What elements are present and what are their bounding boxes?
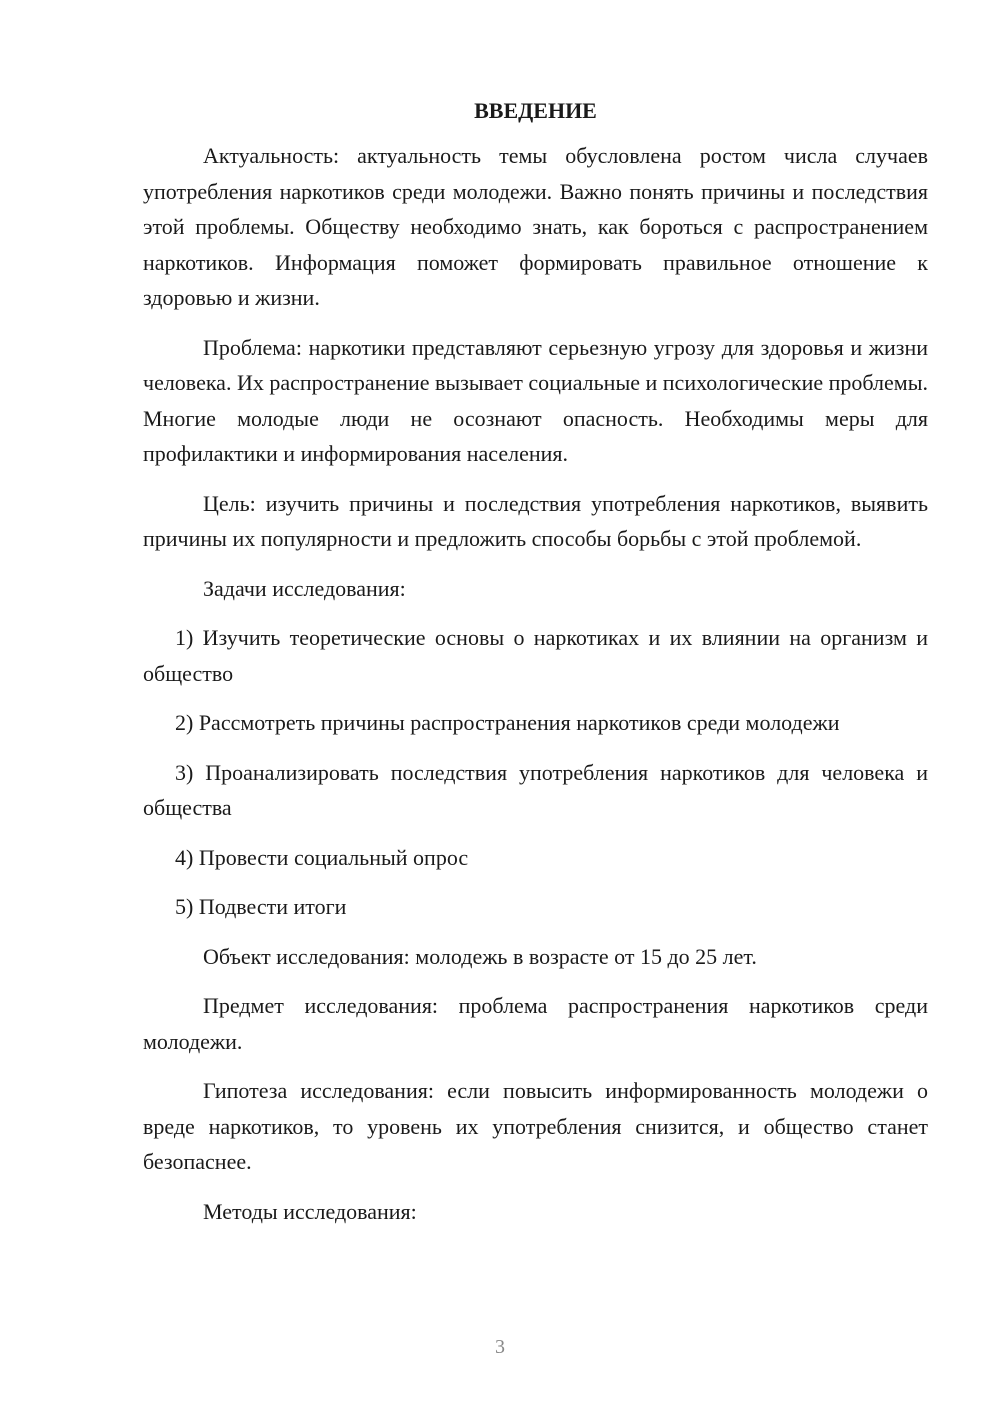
task-item: 1) Изучить теоретические основы о наркотиках и их влиянии на организм и общество bbox=[143, 625, 928, 686]
task-item: 4) Провести социальный опрос bbox=[175, 844, 469, 870]
paragraph-goal: Цель: изучить причины и последствия употребления наркотиков, выявить причины их популярности и предложить способы борьбы с этой проблемой. bbox=[143, 490, 928, 551]
task-item: 3) Проанализировать последствия употребления наркотиков для человека и общества bbox=[143, 759, 928, 820]
paragraph-relevance: Актуальность: актуальность темы обусловлена ростом числа случаев употребления наркотиков среди молодежи. Важно понять причины и последствия этой проблемы. Обществу необходимо знать, как бороться с распространением наркотиков. Информация поможет формировать правильное отношение к здоровью и жизни. bbox=[143, 143, 928, 310]
task-item: 5) Подвести итоги bbox=[175, 894, 347, 919]
paragraph-subject: Предмет исследования: проблема распространения наркотиков среди молодежи. bbox=[143, 993, 928, 1054]
paragraph-problem: Проблема: наркотики представляют серьезную угрозу для здоровья и жизни человека. Их распространение вызывает социальные и психологические проблемы. Многие молодые люди не осознают опасность. Необходимы меры для профилактики и информирования населения. bbox=[143, 334, 928, 466]
methods-heading: Методы исследования: bbox=[203, 1198, 417, 1224]
task-item: 2) Рассмотреть причины распространения наркотиков среди молодежи bbox=[175, 710, 840, 735]
page-content bbox=[143, 96, 928, 1243]
paragraph-object: Объект исследования: молодежь в возрасте от 15 до 25 лет. bbox=[203, 943, 757, 969]
page-title: ВВЕДЕНИЕ bbox=[474, 98, 597, 123]
paragraph-hypothesis: Гипотеза исследования: если повысить информированность молодежи о вреде наркотиков, то уровень их употребления снизится, и общество станет безопаснее. bbox=[143, 1078, 928, 1174]
tasks-heading: Задачи исследования: bbox=[203, 575, 406, 601]
page-number: 3 bbox=[495, 1336, 505, 1358]
